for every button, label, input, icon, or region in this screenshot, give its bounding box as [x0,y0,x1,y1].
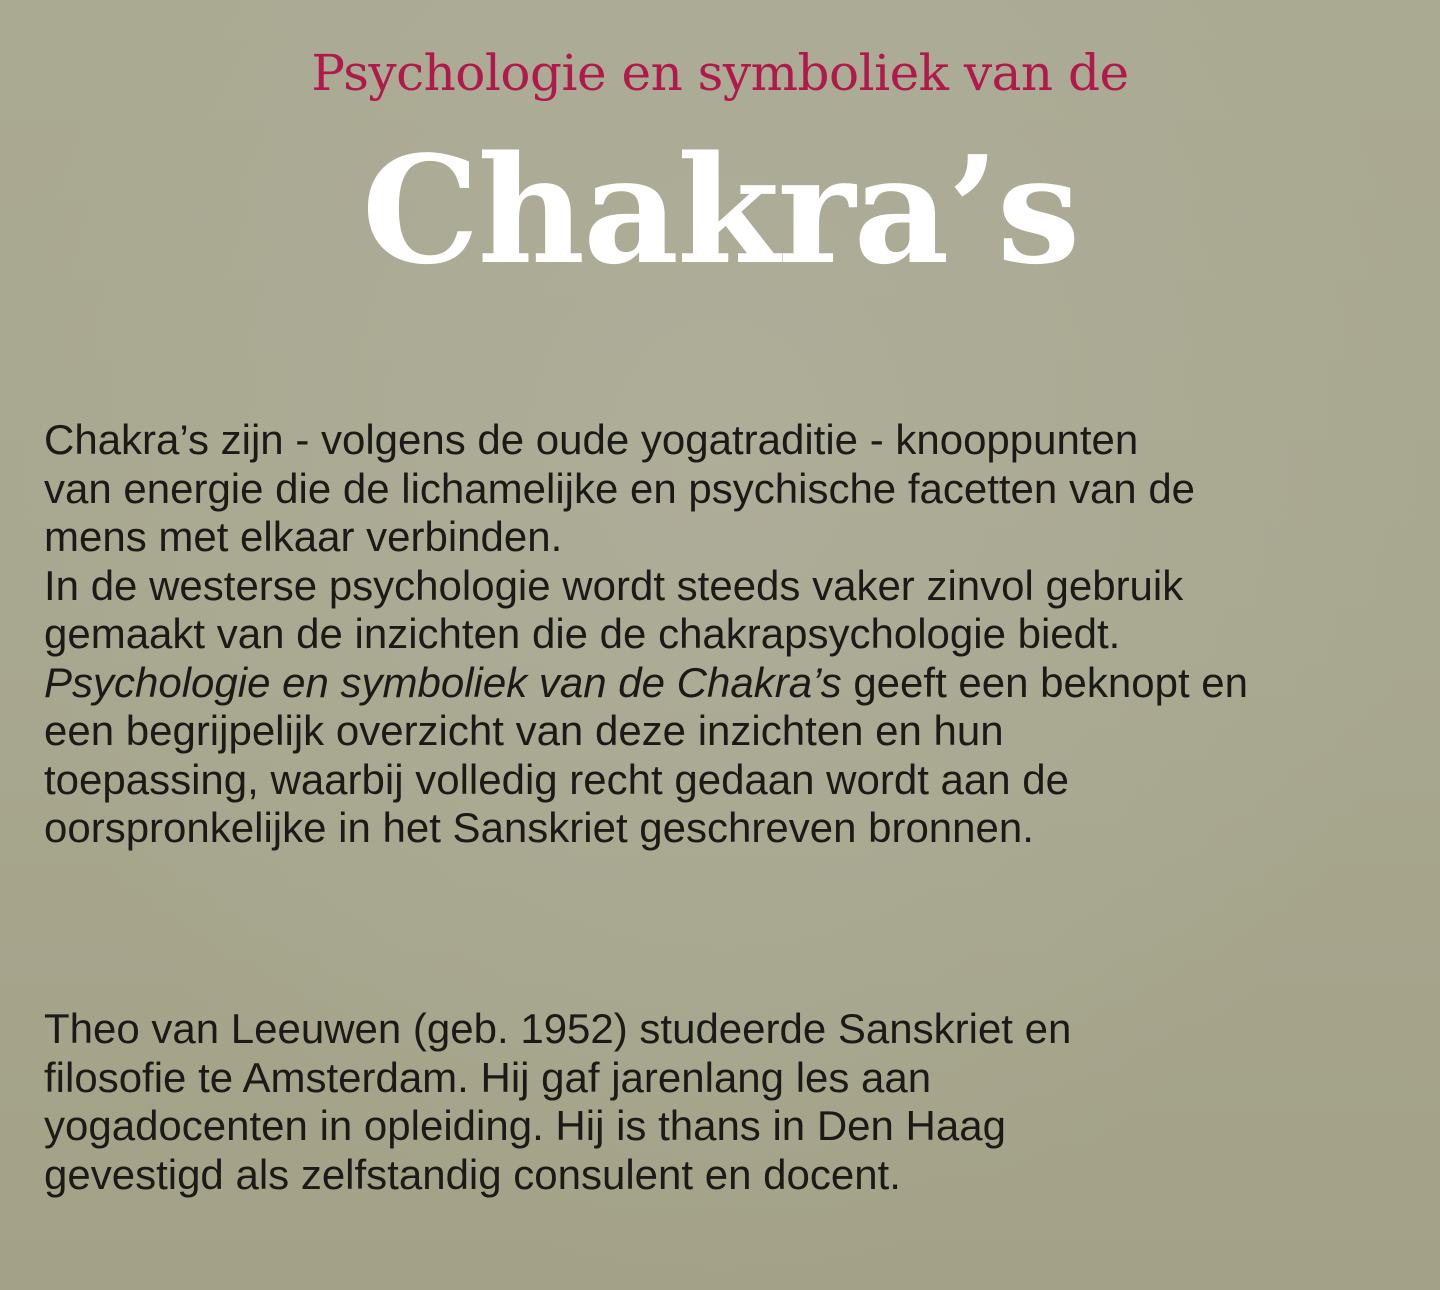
author-bio-line: filosofie te Amsterdam. Hij gaf jarenlang les aan [44,1053,932,1101]
description-line: In de westerse psychologie wordt steeds vaker zinvol gebruik [44,561,1184,609]
author-bio-line: yogadocenten in opleiding. Hij is thans in Den Haag [44,1102,1006,1149]
author-bio-line: gevestigd als zelfstandig consulent en docent. [44,1150,901,1198]
italic-book-title: Psychologie en symboliek van de Chakra’s [44,658,842,706]
description-line-continuation: geeft een beknopt en [841,658,1248,706]
description-line: een begrijpelijk overzicht van deze inzichten en hun [44,707,1004,754]
description-line: mens met elkaar verbinden. [44,513,563,560]
book-title: Chakra’s [361,123,1079,297]
description-line: Chakra’s zijn - volgens de oude yogatraditie - knooppunten [44,416,1139,463]
description-line: gemaakt van de inzichten die de chakrapsychologie biedt. [44,610,1121,657]
author-bio-paragraph [44,1005,1424,1199]
description-line: oorspronkelijke in het Sanskriet geschreven bronnen. [44,804,1034,851]
description-line [44,659,1424,708]
description-paragraph [44,416,1424,853]
book-subtitle: Psychologie en symboliek van de [311,44,1129,102]
author-bio-line: Theo van Leeuwen (geb. 1952) studeerde Sanskriet en [44,1005,1072,1052]
description-line: toepassing, waarbij volledig recht gedaan wordt aan de [44,755,1070,803]
description-line: van energie die de lichamelijke en psychische facetten van de [44,464,1196,512]
